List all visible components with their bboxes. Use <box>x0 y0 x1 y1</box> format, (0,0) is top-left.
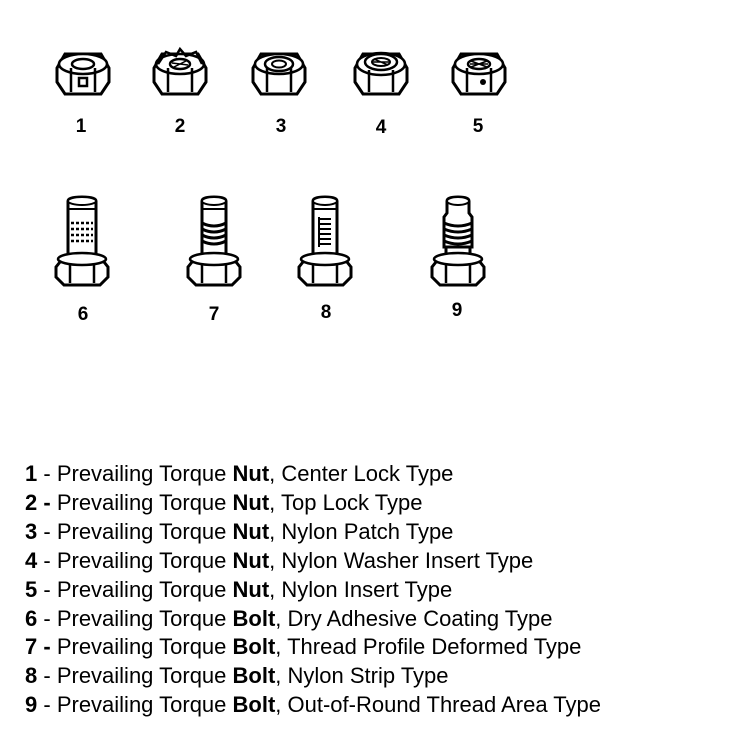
legend-type: Nut <box>232 461 270 486</box>
fastener-4-number: 4 <box>375 117 387 138</box>
legend-item <box>25 605 601 634</box>
fastener-9-out-of-round-bolt <box>430 193 486 285</box>
nut-icon <box>55 48 111 98</box>
legend-type: Nut <box>232 576 270 602</box>
legend-separator: - <box>37 489 57 515</box>
legend-key: 5 <box>25 576 38 602</box>
nut-icon <box>451 48 507 98</box>
fastener-7-thread-deformed-bolt <box>186 195 242 287</box>
legend-key: 3 <box>25 518 38 544</box>
nut-icon <box>251 48 307 98</box>
fastener-1-center-lock-nut <box>55 48 111 98</box>
legend-text: Prevailing Torque <box>56 489 233 515</box>
legend-desc: , Nylon Washer Insert Type <box>269 547 534 573</box>
fastener-1-number: 1 <box>75 116 87 137</box>
legend-separator: - <box>37 461 57 486</box>
legend-type: Bolt <box>232 605 276 631</box>
fastener-6-number: 6 <box>77 304 89 325</box>
fastener-9-number: 9 <box>451 300 463 321</box>
legend-separator: - <box>37 547 57 573</box>
legend-desc: , Nylon Patch Type <box>269 518 454 544</box>
legend-desc: , Out-of-Round Thread Area Type <box>275 692 601 718</box>
legend-type: Bolt <box>232 634 276 660</box>
legend-item <box>25 691 601 720</box>
legend-key: 6 <box>25 605 38 631</box>
legend-desc: , Top Lock Type <box>269 489 423 515</box>
legend-text: Prevailing Torque <box>56 547 233 573</box>
legend-separator: - <box>37 605 57 631</box>
fastener-2-number: 2 <box>174 116 186 137</box>
legend-type: Nut <box>232 547 270 573</box>
fastener-5-nylon-insert-nut <box>451 48 507 98</box>
bolt-icon <box>430 193 486 285</box>
fastener-3-number: 3 <box>275 116 287 137</box>
legend-separator: - <box>37 576 57 602</box>
legend-text: Prevailing Torque <box>56 634 233 660</box>
legend-item <box>25 489 601 518</box>
fastener-7-number: 7 <box>208 304 220 325</box>
legend-desc: , Thread Profile Deformed Type <box>275 634 582 660</box>
legend-desc: , Center Lock Type <box>269 461 454 486</box>
fastener-8-nylon-strip-bolt <box>297 193 353 285</box>
bolt-icon <box>297 193 353 285</box>
legend-item <box>25 547 601 576</box>
legend-type: Bolt <box>232 663 276 689</box>
legend-type: Nut <box>232 489 270 515</box>
bolt-icon <box>54 195 110 287</box>
fastener-5-number: 5 <box>472 116 484 137</box>
legend <box>25 460 601 720</box>
legend-key: 4 <box>25 547 38 573</box>
legend-item <box>25 662 601 691</box>
legend-text: Prevailing Torque <box>56 518 233 544</box>
legend-separator: - <box>37 634 57 660</box>
legend-type: Nut <box>232 518 270 544</box>
fastener-2-top-lock-nut <box>152 46 208 98</box>
legend-item <box>25 460 601 489</box>
fastener-6-dry-adhesive-bolt <box>54 195 110 287</box>
legend-item <box>25 633 601 662</box>
legend-text: Prevailing Torque <box>56 461 233 486</box>
legend-text: Prevailing Torque <box>56 663 233 689</box>
legend-key: 9 <box>25 692 38 718</box>
legend-text: Prevailing Torque <box>56 692 233 718</box>
legend-desc: , Nylon Strip Type <box>275 663 449 689</box>
legend-desc: , Nylon Insert Type <box>269 576 453 602</box>
fastener-8-number: 8 <box>320 302 332 323</box>
legend-key: 1 <box>25 461 38 486</box>
legend-key: 7 <box>25 634 38 660</box>
nut-icon <box>152 46 208 98</box>
legend-separator: - <box>37 692 57 718</box>
legend-text: Prevailing Torque <box>56 576 233 602</box>
legend-separator: - <box>37 663 57 689</box>
legend-item <box>25 518 601 547</box>
legend-separator: - <box>37 518 57 544</box>
nut-icon <box>353 46 409 98</box>
bolt-icon <box>186 195 242 287</box>
legend-key: 2 <box>25 489 38 515</box>
legend-item <box>25 576 601 605</box>
legend-type: Bolt <box>232 692 276 718</box>
legend-desc: , Dry Adhesive Coating Type <box>275 605 553 631</box>
legend-text: Prevailing Torque <box>56 605 233 631</box>
legend-key: 8 <box>25 663 38 689</box>
fastener-4-nylon-washer-nut <box>353 46 409 98</box>
fastener-3-nylon-patch-nut <box>251 48 307 98</box>
